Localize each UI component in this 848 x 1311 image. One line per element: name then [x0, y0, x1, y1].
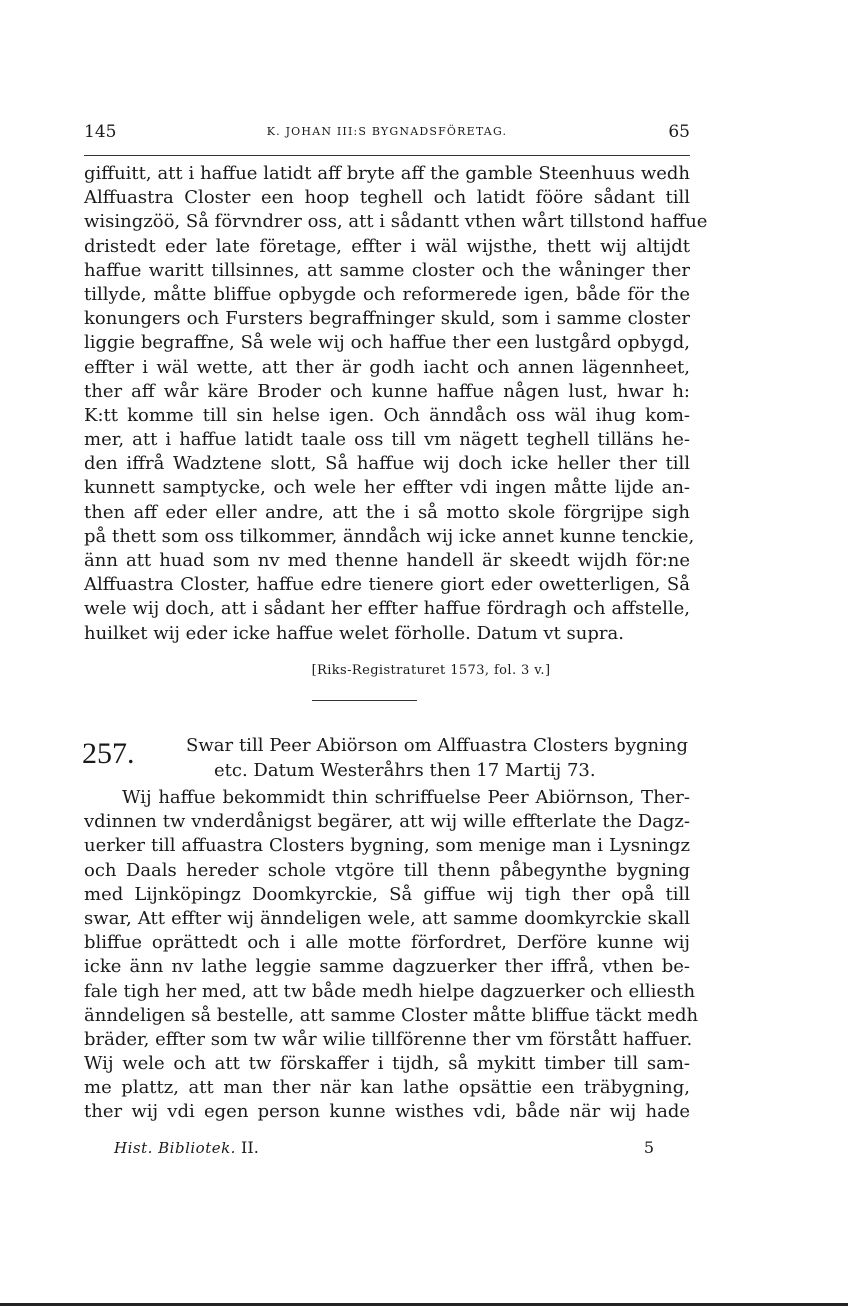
text-line: haffue waritt tillsinnes, att samme closter och the wåninger ther — [84, 259, 690, 281]
text-line: huilket wij eder icke haffue welet förholle. Datum vt supra. — [84, 622, 624, 644]
text-line: den iffrå Wadztene slott, Så haffue wij doch icke heller ther till — [84, 453, 690, 475]
page-footer — [114, 1138, 654, 1160]
text-line: bliffue oprättedt och i alle motte förfordret, Derföre kunne wij — [84, 932, 690, 954]
running-head-title: K. JOHAN III:S BYGNADSFÖRETAG. — [266, 125, 508, 138]
text-line: kunnett samptycke, och wele her effter vdi ingen måtte lijde an- — [84, 477, 690, 499]
original-page-number: 145 — [84, 122, 117, 142]
text-line: Alffuastra Closter een hoop teghell och latidt fööre sådant till — [84, 187, 690, 209]
text-line: tillyde, måtte bliffue opbygde och reformerede igen, både för the — [84, 283, 690, 305]
document-number: 257. — [82, 737, 135, 770]
text-line: Alffuastra Closter, haffue edre tienere giort eder owetterligen, Så — [84, 574, 690, 596]
footer-volume: II. — [241, 1138, 259, 1157]
text-line: wele wij doch, att i sådant her effter haffue fördragh och affstelle, — [84, 598, 690, 620]
text-line: then aff eder eller andre, att the i så motto skole förgrijpe sigh — [84, 501, 690, 523]
running-head — [84, 122, 690, 144]
letter-body-text — [84, 786, 699, 1125]
text-line: bräder, effter som tw wår wilie tillförenne ther vm förstått haffuer. — [84, 1028, 693, 1050]
document-title-line: etc. Datum Westeråhrs then 17 Martij 73. — [214, 760, 596, 781]
source-citation-text: [Riks-Registraturet 1573, fol. 3 v.] — [311, 663, 551, 678]
text-line: Wij haffue bekommidt thin schriffuelse Peer Abiörnson, Ther- — [122, 787, 690, 808]
text-line: och Daals hereder schole vtgöre till thenn påbegynthe bygning — [84, 859, 690, 881]
text-line: mer, att i haffue latidt taale oss till vm nägett teghell tilläns he- — [84, 429, 690, 451]
text-line: på thett som oss tilkommer, änndåch wij icke annet kunne tenckie, — [84, 525, 695, 547]
text-line: änndeligen så bestelle, att samme Closter måtte bliffue täckt medh — [84, 1004, 699, 1026]
scan-edge-rule — [0, 1303, 848, 1306]
text-line: K:tt komme till sin helse igen. Och änndåch oss wäl ihug kom- — [84, 404, 690, 426]
text-line: giffuitt, att i haffue latidt aff bryte aff the gamble Steenhuus wedh — [84, 163, 690, 184]
text-line: ther wij vdi egen person kunne wisthes vdi, både när wij hade — [84, 1101, 690, 1123]
text-line: konungers och Fursters begraffninger skuld, som i samme closter — [84, 308, 690, 330]
text-line: ther aff wår käre Broder och kunne haffue någen lust, hwar h: — [84, 380, 690, 402]
text-line: me plattz, att man ther när kan lathe opsättie een träbygning, — [84, 1077, 690, 1099]
text-line: liggie begraffne, Så wele wij och haffue ther een lustgård opbygd, — [84, 332, 690, 354]
header-rule — [84, 155, 690, 156]
text-line: icke änn nv lathe leggie samme dagzuerker ther iffrå, vthen be- — [84, 956, 690, 978]
text-line: uerker till affuastra Closters bygning, som menige man i Lysningz — [84, 835, 690, 857]
signature-mark: 5 — [643, 1138, 654, 1157]
footer-series — [114, 1138, 259, 1157]
text-line: wisingzöö, Så förvndrer oss, att i sådantt vthen wårt tillstond haffue — [84, 211, 708, 233]
text-line: dristedt eder late företage, effter i wäl wijsthe, thett wij altijdt — [84, 235, 690, 257]
text-line: med Lijnköpingz Doomkyrckie, Så giffue wij tigh ther opå till — [84, 883, 690, 905]
text-line: swar, Att effter wij änndeligen wele, att samme doomkyrckie skall — [84, 907, 690, 929]
footer-series-title: Hist. Bibliotek. — [114, 1139, 236, 1157]
section-divider — [312, 700, 417, 701]
text-line: fale tigh her med, att tw både medh hielpe dagzuerker och elliesth — [84, 980, 696, 1002]
text-line: änn att huad som nv med thenne handell är skeedt wijdh för:ne — [84, 550, 690, 571]
document-title-line: Swar till Peer Abiörson om Alffuastra Closters bygning — [186, 735, 688, 756]
text-line: effter i wäl wette, att ther är godh iacht och annen lägennheet, — [84, 356, 690, 378]
source-citation — [0, 663, 848, 678]
text-line: Wij wele och att tw förskaffer i tijdh, så mykitt timber till sam- — [84, 1053, 690, 1075]
page-number: 65 — [668, 122, 690, 142]
letter-continuation-text — [84, 162, 708, 646]
document-title — [186, 733, 688, 783]
text-line: vdinnen tw vnderdånigst begärer, att wij wille effterlate the Dagz- — [84, 811, 690, 833]
